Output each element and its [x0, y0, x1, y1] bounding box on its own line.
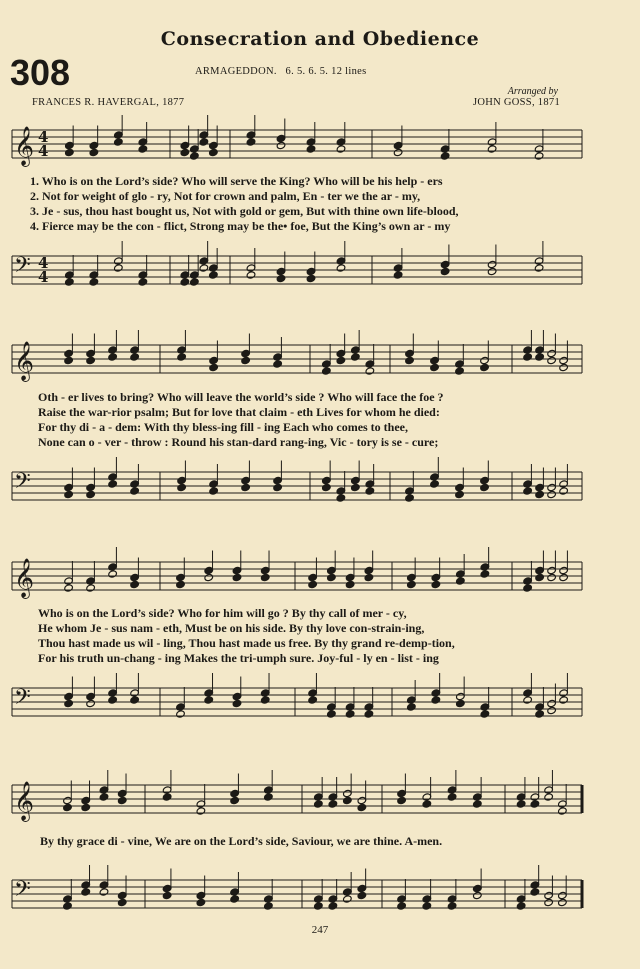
note-head: [308, 696, 318, 704]
note-head: [180, 278, 190, 286]
lyrics-system-2: [38, 390, 444, 450]
note-head: [230, 796, 240, 804]
note-head: [328, 800, 338, 808]
note-head: [535, 353, 545, 361]
note-head: [232, 699, 242, 707]
note-head: [246, 271, 256, 279]
note-head: [314, 800, 324, 808]
bass-clef-icon: 𝄢: [14, 877, 31, 907]
note-head: [81, 888, 91, 896]
time-signature: 4: [38, 128, 49, 146]
note-head: [260, 696, 270, 704]
bass-staff-system-1: [0, 246, 640, 296]
lyrics-system-4: [40, 834, 442, 849]
note-head: [547, 490, 557, 498]
note-head: [63, 902, 73, 910]
lyric-verse-4: 4. Fierce may be the con - flict, Strong may be the• foe, But the King’s own ar - my: [30, 219, 451, 233]
tune-line: [195, 66, 367, 77]
note-head: [455, 367, 465, 375]
note-head: [276, 274, 286, 282]
note-head: [89, 148, 99, 156]
note-head: [64, 490, 74, 498]
tune-name: ARMAGEDDON.: [195, 66, 277, 77]
note-head: [162, 793, 172, 801]
note-head: [99, 793, 109, 801]
note-head: [138, 145, 148, 153]
note-head: [196, 898, 206, 906]
arranger-credit: JOHN GOSS, 1871: [472, 97, 560, 108]
note-head: [130, 487, 140, 495]
hymn-number: 308: [10, 52, 71, 93]
note-head: [547, 573, 557, 581]
note-head: [204, 573, 214, 581]
note-head: [86, 699, 96, 707]
note-head: [365, 367, 375, 375]
note-head: [196, 807, 206, 815]
note-head: [440, 152, 450, 160]
note-head: [180, 148, 190, 156]
note-head: [177, 353, 187, 361]
note-head: [64, 699, 74, 707]
treble-clef-icon: 𝄞: [14, 126, 35, 166]
note-head: [480, 710, 490, 718]
note-head: [559, 363, 569, 371]
note-head: [431, 696, 441, 704]
note-head: [364, 710, 374, 718]
treble-clef-icon: 𝄞: [14, 341, 35, 381]
note-head: [117, 898, 127, 906]
note-head: [405, 494, 415, 502]
note-head: [336, 356, 346, 364]
note-head: [447, 902, 457, 910]
note-head: [351, 483, 361, 491]
note-head: [264, 793, 274, 801]
note-head: [558, 898, 568, 906]
note-head: [480, 483, 490, 491]
note-head: [343, 796, 353, 804]
lyric-verse-1: Oth - er lives to bring? Who will leave the world’s side ? Who will face the foe ?: [38, 390, 444, 404]
note-head: [99, 888, 109, 896]
note-head: [306, 145, 316, 153]
note-head: [535, 710, 545, 718]
note-head: [473, 800, 483, 808]
note-head: [209, 487, 219, 495]
bass-staff-system-4: [0, 870, 640, 920]
lyric-verse-1: Who is on the Lord’s side? Who for him will go ? By thy call of mer - cy,: [38, 606, 407, 620]
note-head: [523, 487, 533, 495]
note-head: [407, 703, 417, 711]
treble-staff-system-1: [0, 120, 640, 170]
page-number: 247: [311, 924, 329, 936]
note-head: [209, 271, 219, 279]
lyric-verse-1: 1. Who is on the Lord’s side? Who will serve the King? Who will be his help - ers: [30, 174, 443, 188]
bass-staff-system-3: [0, 678, 640, 728]
time-signature: 4: [38, 268, 49, 286]
note-head: [558, 807, 568, 815]
bass-clef-icon: 𝄢: [14, 685, 31, 715]
note-head: [328, 902, 338, 910]
note-head: [264, 902, 274, 910]
note-head: [422, 800, 432, 808]
note-head: [534, 152, 544, 160]
note-head: [273, 360, 283, 368]
lyric-verse-2: He whom Je - sus nam - eth, Must be on his side. By thy love con-strain-ing,: [38, 621, 425, 635]
note-head: [351, 353, 361, 361]
note-head: [65, 148, 75, 156]
note-head: [138, 278, 148, 286]
lyric-verse-3: 3. Je - sus, thou hast bought us, Not with gold or gem, But with thine own life-blood,: [30, 204, 459, 218]
note-head: [108, 696, 118, 704]
note-head: [336, 494, 346, 502]
note-head: [64, 584, 74, 592]
note-head: [117, 796, 127, 804]
note-head: [306, 274, 316, 282]
note-head: [336, 264, 346, 272]
note-head: [209, 148, 219, 156]
note-head: [530, 800, 540, 808]
note-head: [276, 141, 286, 149]
note-head: [190, 278, 200, 286]
note-head: [65, 278, 75, 286]
note-head: [447, 793, 457, 801]
note-head: [108, 480, 118, 488]
note-head: [176, 710, 186, 718]
bass-clef-icon: 𝄢: [14, 253, 31, 283]
author-credit: FRANCES R. HAVERGAL, 1877: [32, 97, 185, 108]
note-head: [273, 483, 283, 491]
note-head: [487, 145, 497, 153]
lyric-verse-1: By thy grace di - vine, We are on the Lord’s side, Saviour, we are thine. A-men.: [40, 834, 443, 848]
note-head: [327, 710, 337, 718]
lyric-verse-2: Raise the war-rior psalm; But for love that claim - eth Lives for whom he died:: [38, 405, 440, 419]
note-head: [397, 902, 407, 910]
note-head: [407, 580, 417, 588]
treble-clef-icon: 𝄞: [14, 781, 35, 821]
note-head: [64, 356, 74, 364]
lyric-verse-4: None can o - ver - throw : Round his stan-dard rang-ing, Vic - tory is se - cure;: [38, 435, 439, 449]
note-head: [86, 356, 96, 364]
treble-staff-system-3: [0, 552, 640, 602]
note-head: [559, 487, 569, 495]
lyric-verse-3: For thy di - a - dem: With thy bless-ing fill - ing Each who comes to thee,: [38, 420, 409, 434]
note-head: [108, 570, 118, 578]
note-head: [209, 363, 219, 371]
note-head: [516, 902, 526, 910]
note-head: [199, 138, 209, 146]
lyric-verse-3: Thou hast made us wil - ling, Thou hast made us free. By thy grand re-demp-tion,: [38, 636, 455, 650]
note-head: [487, 267, 497, 275]
note-head: [523, 584, 533, 592]
bass-clef-icon: 𝄢: [14, 469, 31, 499]
note-head: [177, 483, 187, 491]
note-head: [230, 895, 240, 903]
note-head: [89, 278, 99, 286]
note-head: [430, 363, 440, 371]
note-head: [343, 895, 353, 903]
note-head: [547, 356, 557, 364]
note-head: [440, 267, 450, 275]
note-head: [246, 138, 256, 146]
note-head: [260, 573, 270, 581]
note-head: [544, 793, 554, 801]
time-signature: 4: [38, 254, 49, 272]
note-head: [364, 573, 374, 581]
note-head: [322, 367, 332, 375]
note-head: [473, 891, 483, 899]
note-head: [114, 138, 124, 146]
note-head: [308, 580, 318, 588]
lyrics-system-1: [30, 174, 459, 234]
lyric-verse-4: For his truth un-chang - ing Makes the tri-umph sure. Joy-ful - ly en - list - ing: [38, 651, 439, 665]
note-head: [544, 898, 554, 906]
note-head: [322, 483, 332, 491]
note-head: [130, 696, 140, 704]
note-head: [314, 902, 324, 910]
note-head: [130, 353, 140, 361]
treble-clef-icon: 𝄞: [14, 558, 35, 598]
bass-staff-system-2: [0, 462, 640, 512]
note-head: [523, 353, 533, 361]
note-head: [405, 356, 415, 364]
note-head: [63, 803, 73, 811]
note-head: [241, 356, 251, 364]
note-head: [81, 803, 91, 811]
note-head: [199, 264, 209, 272]
note-head: [456, 699, 466, 707]
note-head: [393, 271, 403, 279]
note-head: [559, 573, 569, 581]
meter: 6. 5. 6. 5. 12 lines: [285, 66, 367, 77]
note-head: [559, 696, 569, 704]
note-head: [357, 891, 367, 899]
section-title: Consecration and Obedience: [160, 28, 480, 50]
note-head: [456, 577, 466, 585]
note-head: [86, 584, 96, 592]
note-head: [430, 480, 440, 488]
note-head: [345, 710, 355, 718]
note-head: [397, 796, 407, 804]
note-head: [455, 490, 465, 498]
treble-staff-system-2: [0, 335, 640, 385]
note-head: [365, 487, 375, 495]
note-head: [336, 145, 346, 153]
note-head: [232, 573, 242, 581]
lyric-verse-2: 2. Not for weight of glo - ry, Not for crown and palm, En - ter we the ar - my,: [30, 189, 421, 203]
note-head: [480, 363, 490, 371]
note-head: [422, 902, 432, 910]
note-head: [516, 800, 526, 808]
note-head: [114, 264, 124, 272]
note-head: [86, 490, 96, 498]
note-head: [534, 264, 544, 272]
note-head: [547, 706, 557, 714]
note-head: [130, 580, 140, 588]
note-head: [327, 573, 337, 581]
note-head: [393, 148, 403, 156]
note-head: [190, 152, 200, 160]
treble-staff-system-4: [0, 775, 640, 825]
note-head: [108, 353, 118, 361]
note-head: [535, 490, 545, 498]
note-head: [535, 573, 545, 581]
note-head: [204, 696, 214, 704]
note-head: [480, 570, 490, 578]
note-head: [345, 580, 355, 588]
note-head: [162, 891, 172, 899]
lyrics-system-3: [38, 606, 455, 666]
note-head: [357, 803, 367, 811]
note-head: [241, 483, 251, 491]
note-head: [431, 580, 441, 588]
note-head: [523, 696, 533, 704]
note-head: [530, 888, 540, 896]
time-signature: 4: [38, 142, 49, 160]
arranged-label: Arranged by: [507, 86, 558, 97]
note-head: [176, 580, 186, 588]
